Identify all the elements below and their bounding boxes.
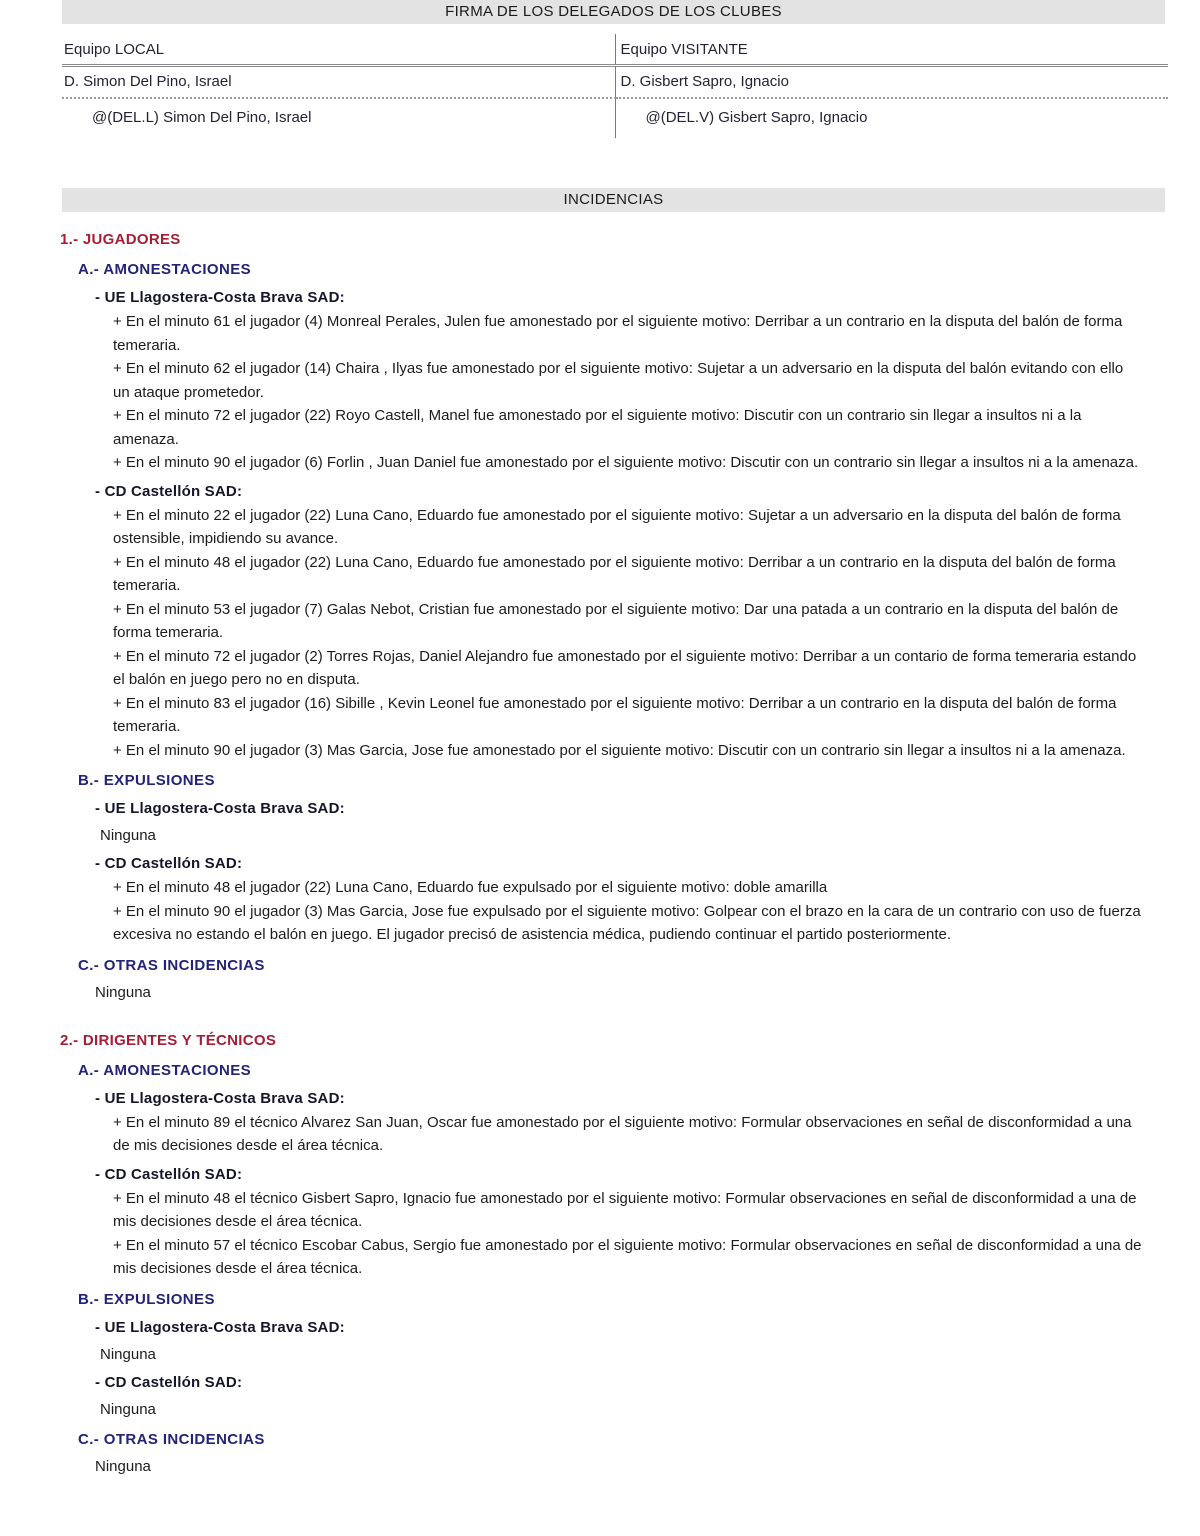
incident-item: + En el minuto 72 el jugador (2) Torres Rojas, Daniel Alejandro fue amonestado por el siguiente motivo: Derribar a un contario de forma temeraria estando el balón en juego pero no en disputa.: [113, 647, 1137, 688]
subsection-heading-otras-2: C.- OTRAS INCIDENCIAS: [78, 1430, 265, 1448]
incident-item: + En el minuto 72 el jugador (22) Royo Castell, Manel fue amonestado por el siguiente motivo: Discutir con un contrario sin llegar a insultos ni a la amenaza.: [113, 407, 1082, 448]
incident-item: + En el minuto 53 el jugador (7) Galas Nebot, Cristian fue amonestado por el siguiente motivo: Dar una patada a un contrario en la disputa del balón de forma temeraria.: [113, 600, 1119, 641]
incident-list: [113, 504, 1143, 763]
incident-item: + En el minuto 48 el jugador (22) Luna Cano, Eduardo fue amonestado por el siguiente motivo: Derribar a un contrario en la disputa del balón de forma temeraria.: [113, 553, 1116, 594]
incident-list: [113, 1187, 1143, 1281]
signatures-title-bar: [62, 0, 1165, 24]
team-name-castellon: - CD Castellón SAD:: [95, 1165, 243, 1183]
table-header-row: [62, 34, 1168, 66]
team-name-castellon: - CD Castellón SAD:: [95, 482, 243, 500]
signature-local: @(DEL.L) Simon Del Pino, Israel: [92, 109, 312, 126]
signatures-row: [62, 98, 1168, 138]
none-item: Ninguna: [100, 1345, 156, 1363]
delegates-row: [62, 66, 1168, 99]
subsection-heading-amonestaciones-2: A.- AMONESTACIONES: [78, 1061, 252, 1079]
incident-item: + En el minuto 48 el jugador (22) Luna Cano, Eduardo fue expulsado por el siguiente motivo: doble amarilla: [113, 879, 828, 896]
incidents-title: INCIDENCIAS: [563, 191, 664, 208]
incident-list: [113, 876, 1143, 947]
team-name-llagostera: - UE Llagostera-Costa Brava SAD:: [95, 1089, 345, 1107]
signature-visitor: @(DEL.V) Gisbert Sapro, Ignacio: [615, 98, 1168, 138]
incident-item: + En el minuto 90 el jugador (3) Mas Garcia, Jose fue amonestado por el siguiente motivo: Discutir con un contrario sin llegar a insultos ni a la amenaza.: [113, 741, 1126, 759]
delegates-table: [62, 34, 1168, 138]
incident-item: + En el minuto 48 el técnico Gisbert Sapro, Ignacio fue amonestado por el siguiente motivo: Formular observaciones en señal de disconformidad a una de mis decisiones desde el área técnica.: [113, 1189, 1137, 1230]
section-heading-jugadores: 1.- JUGADORES: [60, 231, 181, 248]
incidents-title-bar: [62, 188, 1165, 212]
team-name-llagostera: - UE Llagostera-Costa Brava SAD:: [95, 1318, 345, 1336]
col-header-visitante: Equipo VISITANTE: [615, 34, 1168, 66]
none-item: Ninguna: [100, 827, 156, 844]
subsection-heading-expulsiones-1: B.- EXPULSIONES: [78, 772, 215, 789]
subsection-heading-expulsiones-2: B.- EXPULSIONES: [78, 1290, 215, 1308]
team-name-llagostera: - UE Llagostera-Costa Brava SAD:: [95, 800, 345, 817]
incident-item: + En el minuto 57 el técnico Escobar Cabus, Sergio fue amonestado por el siguiente motivo: Formular observaciones en señal de disconformidad a una de mis decisiones desde el área técnica.: [113, 1236, 1142, 1277]
incident-item: + En el minuto 83 el jugador (16) Sibille , Kevin Leonel fue amonestado por el siguiente motivo: Derribar a un contrario en la disputa del balón de forma temeraria.: [113, 694, 1117, 735]
col-header-local: Equipo LOCAL: [62, 34, 615, 66]
delegate-visitor: D. Gisbert Sapro, Ignacio: [615, 66, 1168, 99]
incident-list: [113, 310, 1143, 475]
section-heading-dirigentes: 2.- DIRIGENTES Y TÉCNICOS: [60, 1031, 277, 1049]
none-item: Ninguna: [95, 983, 151, 1001]
none-item: Ninguna: [100, 1400, 156, 1418]
team-name-castellon: - CD Castellón SAD:: [95, 1373, 243, 1391]
signatures-title: FIRMA DE LOS DELEGADOS DE LOS CLUBES: [445, 3, 782, 20]
incident-item: + En el minuto 90 el jugador (6) Forlin , Juan Daniel fue amonestado por el siguiente motivo: Discutir con un contrario sin llegar a insultos ni a la amenaza.: [113, 454, 1139, 471]
subsection-heading-amonestaciones-1: A.- AMONESTACIONES: [78, 261, 252, 278]
delegate-local: D. Simon Del Pino, Israel: [62, 66, 615, 99]
incident-item: + En el minuto 61 el jugador (4) Monreal Perales, Julen fue amonestado por el siguiente motivo: Derribar a un contrario en la disputa del balón de forma temeraria.: [113, 313, 1123, 354]
team-name-llagostera: - UE Llagostera-Costa Brava SAD:: [95, 289, 345, 306]
incident-list: [113, 1111, 1143, 1158]
none-item: Ninguna: [95, 1457, 151, 1475]
incident-item: + En el minuto 90 el jugador (3) Mas Garcia, Jose fue expulsado por el siguiente motivo: Golpear con el brazo en la cara de un contrario con uso de fuerza excesiva no estando el balón en juego. El jugador precisó de asistencia médica, pudiendo continuar el partido posteriormente.: [113, 902, 1141, 943]
incident-item: + En el minuto 22 el jugador (22) Luna Cano, Eduardo fue amonestado por el siguiente motivo: Sujetar a un adversario en la disputa del balón de forma ostensible, impidiendo su avance.: [113, 506, 1121, 547]
incident-item: + En el minuto 89 el técnico Alvarez San Juan, Oscar fue amonestado por el siguiente motivo: Formular observaciones en señal de disconformidad a una de mis decisiones desde el área técnica.: [113, 1113, 1132, 1154]
team-name-castellon: - CD Castellón SAD:: [95, 855, 243, 872]
incident-item: + En el minuto 62 el jugador (14) Chaira , Ilyas fue amonestado por el siguiente motivo: Sujetar a un adversario en la disputa del balón evitando con ello un ataque prometedor.: [113, 360, 1124, 401]
subsection-heading-otras-1: C.- OTRAS INCIDENCIAS: [78, 956, 265, 974]
